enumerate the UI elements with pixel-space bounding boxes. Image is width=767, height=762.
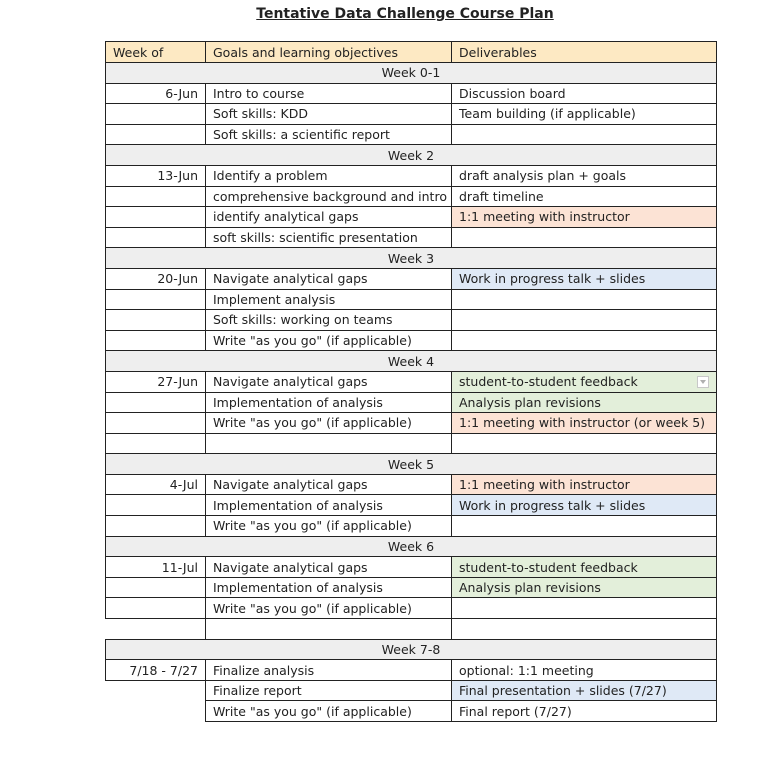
goal-cell[interactable]: Identify a problem bbox=[206, 165, 452, 186]
deliverable-cell[interactable] bbox=[452, 619, 717, 640]
week-of-cell[interactable] bbox=[106, 186, 206, 207]
goal-cell[interactable]: Navigate analytical gaps bbox=[206, 557, 452, 578]
week-of-cell[interactable] bbox=[106, 310, 206, 331]
week-of-cell[interactable] bbox=[106, 392, 206, 413]
week-section-row bbox=[106, 351, 717, 372]
deliverable-cell[interactable] bbox=[452, 310, 717, 331]
table-row bbox=[106, 516, 717, 537]
table-row bbox=[106, 392, 717, 413]
week-of-cell[interactable] bbox=[106, 516, 206, 537]
deliverable-cell[interactable] bbox=[452, 433, 717, 454]
table-row bbox=[106, 268, 717, 289]
deliverable-cell[interactable] bbox=[452, 598, 717, 619]
deliverable-cell[interactable] bbox=[452, 227, 717, 248]
week-label[interactable]: Week 2 bbox=[106, 145, 717, 166]
week-of-cell[interactable] bbox=[106, 207, 206, 228]
week-section-row bbox=[106, 145, 717, 166]
week-section-row bbox=[106, 248, 717, 269]
deliverable-cell[interactable]: draft analysis plan + goals bbox=[452, 165, 717, 186]
week-label[interactable]: Week 3 bbox=[106, 248, 717, 269]
deliverable-cell[interactable]: Discussion board bbox=[452, 83, 717, 104]
goal-cell[interactable]: Soft skills: working on teams bbox=[206, 310, 452, 331]
goal-cell[interactable]: comprehensive background and intro bbox=[206, 186, 452, 207]
week-label[interactable]: Week 7-8 bbox=[106, 639, 717, 660]
deliverable-cell[interactable] bbox=[452, 124, 717, 145]
week-of-cell[interactable] bbox=[106, 495, 206, 516]
goal-cell[interactable]: Write "as you go" (if applicable) bbox=[206, 330, 452, 351]
week-of-cell[interactable] bbox=[106, 701, 206, 722]
deliverable-cell[interactable]: draft timeline bbox=[452, 186, 717, 207]
week-of-cell[interactable]: 7/18 - 7/27 bbox=[106, 660, 206, 681]
table-row bbox=[106, 104, 717, 125]
table-row bbox=[106, 371, 717, 392]
goal-cell[interactable]: Write "as you go" (if applicable) bbox=[206, 598, 452, 619]
goal-cell[interactable]: Write "as you go" (if applicable) bbox=[206, 516, 452, 537]
week-of-cell[interactable] bbox=[106, 227, 206, 248]
goal-cell[interactable] bbox=[206, 619, 452, 640]
deliverable-cell[interactable] bbox=[452, 371, 717, 392]
table-row bbox=[106, 619, 717, 640]
table-row bbox=[106, 495, 717, 516]
week-of-cell[interactable] bbox=[106, 680, 206, 701]
goal-cell[interactable]: soft skills: scientific presentation bbox=[206, 227, 452, 248]
week-of-cell[interactable] bbox=[106, 619, 206, 640]
week-of-cell[interactable] bbox=[106, 598, 206, 619]
week-of-cell[interactable] bbox=[106, 577, 206, 598]
goal-cell[interactable]: Implement analysis bbox=[206, 289, 452, 310]
table-row bbox=[106, 680, 717, 701]
table-row bbox=[106, 577, 717, 598]
week-of-cell[interactable]: 27-Jun bbox=[106, 371, 206, 392]
week-of-cell[interactable]: 6-Jun bbox=[106, 83, 206, 104]
table-row bbox=[106, 186, 717, 207]
table-row bbox=[106, 701, 717, 722]
deliverable-cell[interactable]: Team building (if applicable) bbox=[452, 104, 717, 125]
table-row bbox=[106, 124, 717, 145]
week-of-cell[interactable]: 20-Jun bbox=[106, 268, 206, 289]
week-of-cell[interactable]: 13-Jun bbox=[106, 165, 206, 186]
week-section-row bbox=[106, 639, 717, 660]
table-row bbox=[106, 474, 717, 495]
deliverable-cell[interactable]: Analysis plan revisions bbox=[452, 577, 717, 598]
deliverable-cell[interactable]: Analysis plan revisions bbox=[452, 392, 717, 413]
deliverable-cell[interactable]: 1:1 meeting with instructor bbox=[452, 474, 717, 495]
course-plan-table bbox=[105, 41, 716, 722]
dropdown-arrow-icon[interactable] bbox=[697, 376, 709, 388]
table-row bbox=[106, 289, 717, 310]
goal-cell[interactable]: Navigate analytical gaps bbox=[206, 268, 452, 289]
deliverable-cell[interactable]: 1:1 meeting with instructor (or week 5) bbox=[452, 413, 717, 434]
header-week-of[interactable]: Week of bbox=[106, 42, 206, 63]
goal-cell[interactable]: Implementation of analysis bbox=[206, 495, 452, 516]
goal-cell[interactable]: Implementation of analysis bbox=[206, 392, 452, 413]
week-label[interactable]: Week 5 bbox=[106, 454, 717, 475]
goal-cell[interactable]: Soft skills: KDD bbox=[206, 104, 452, 125]
week-of-cell[interactable] bbox=[106, 413, 206, 434]
week-section-row bbox=[106, 536, 717, 557]
goal-cell[interactable]: Intro to course bbox=[206, 83, 452, 104]
header-deliverables[interactable]: Deliverables bbox=[452, 42, 717, 63]
table-row bbox=[106, 207, 717, 228]
week-label[interactable]: Week 4 bbox=[106, 351, 717, 372]
table-row bbox=[106, 165, 717, 186]
deliverable-cell[interactable]: Final presentation + slides (7/27) bbox=[452, 680, 717, 701]
goal-cell[interactable] bbox=[206, 433, 452, 454]
table-row bbox=[106, 557, 717, 578]
goal-cell[interactable]: identify analytical gaps bbox=[206, 207, 452, 228]
week-label[interactable]: Week 6 bbox=[106, 536, 717, 557]
goal-cell[interactable]: Navigate analytical gaps bbox=[206, 474, 452, 495]
goal-cell[interactable]: Write "as you go" (if applicable) bbox=[206, 413, 452, 434]
deliverable-cell[interactable]: Final report (7/27) bbox=[452, 701, 717, 722]
goal-cell[interactable]: Finalize analysis bbox=[206, 660, 452, 681]
deliverable-cell[interactable]: Work in progress talk + slides bbox=[452, 495, 717, 516]
deliverable-cell[interactable]: student-to-student feedback bbox=[452, 557, 717, 578]
week-of-cell[interactable] bbox=[106, 330, 206, 351]
week-of-cell[interactable] bbox=[106, 433, 206, 454]
week-of-cell[interactable] bbox=[106, 124, 206, 145]
week-of-cell[interactable] bbox=[106, 289, 206, 310]
table-row bbox=[106, 598, 717, 619]
deliverable-cell[interactable] bbox=[452, 516, 717, 537]
deliverable-text: student-to-student feedback bbox=[459, 374, 638, 390]
document-title: Tentative Data Challenge Course Plan bbox=[256, 6, 554, 22]
table-row bbox=[106, 310, 717, 331]
week-of-cell[interactable] bbox=[106, 104, 206, 125]
goal-cell[interactable]: Soft skills: a scientific report bbox=[206, 124, 452, 145]
table-row bbox=[106, 660, 717, 681]
deliverable-cell[interactable]: Work in progress talk + slides bbox=[452, 268, 717, 289]
week-of-cell[interactable]: 4-Jul bbox=[106, 474, 206, 495]
deliverable-cell[interactable]: 1:1 meeting with instructor bbox=[452, 207, 717, 228]
deliverable-cell[interactable]: optional: 1:1 meeting bbox=[452, 660, 717, 681]
week-section-row bbox=[106, 63, 717, 84]
table-row bbox=[106, 413, 717, 434]
header-row bbox=[106, 42, 717, 63]
table-row bbox=[106, 330, 717, 351]
week-section-row bbox=[106, 454, 717, 475]
goal-cell[interactable]: Write "as you go" (if applicable) bbox=[206, 701, 452, 722]
table-row bbox=[106, 227, 717, 248]
goal-cell[interactable]: Navigate analytical gaps bbox=[206, 371, 452, 392]
deliverable-cell[interactable] bbox=[452, 289, 717, 310]
week-label[interactable]: Week 0-1 bbox=[106, 63, 717, 84]
table-row bbox=[106, 433, 717, 454]
week-of-cell[interactable]: 11-Jul bbox=[106, 557, 206, 578]
table-row bbox=[106, 83, 717, 104]
goal-cell[interactable]: Implementation of analysis bbox=[206, 577, 452, 598]
deliverable-cell[interactable] bbox=[452, 330, 717, 351]
header-goals[interactable]: Goals and learning objectives bbox=[206, 42, 452, 63]
goal-cell[interactable]: Finalize report bbox=[206, 680, 452, 701]
